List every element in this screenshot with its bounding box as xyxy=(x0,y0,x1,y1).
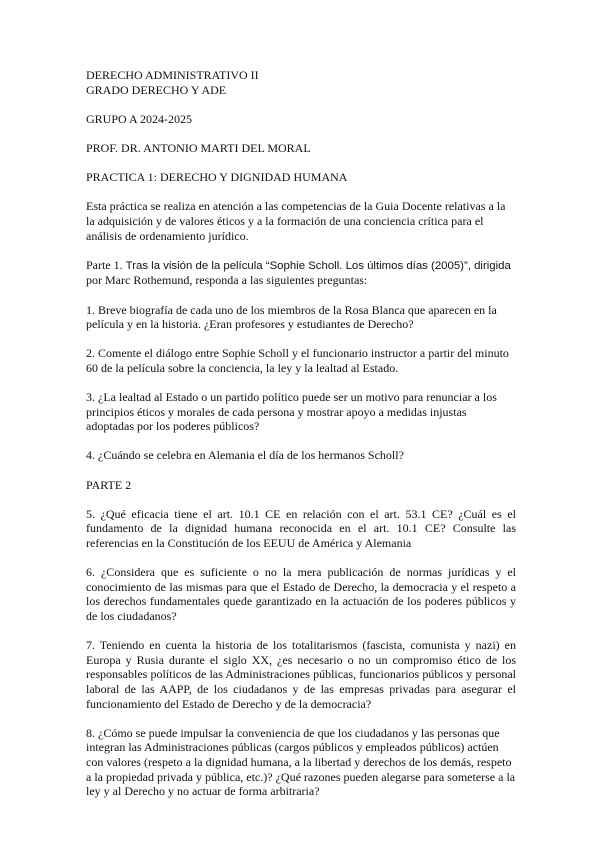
part1-label: Parte 1. xyxy=(86,257,123,272)
practice-title: PRACTICA 1: DERECHO Y DIGNIDAD HUMANA xyxy=(86,170,348,185)
question-6: 6. ¿Considera que es suficiente o no la mera publicación de normas jurídicas y el conocimiento de las mismas para que el Estado de Derecho, la democracia y el respeto a los derechos fundamentales quede garantizado en la actuación de los poderes públicos y de los ciudadanos? xyxy=(86,565,516,623)
part1-intro xyxy=(86,258,516,288)
question-3: 3. ¿La lealtad al Estado o un partido político puede ser un motivo para renunciar a los principios éticos y morales de cada persona y mostrar apoyo a medidas injustas adoptadas por los poderes públicos? xyxy=(86,390,497,434)
group-line: GRUPO A 2024-2025 xyxy=(86,111,193,126)
course-title: DERECHO ADMINISTRATIVO II xyxy=(86,68,259,82)
question-5: 5. ¿Qué eficacia tiene el art. 10.1 CE en relación con el art. 53.1 CE? ¿Cuál es el fundamento de la dignidad humana reconocida en el art. 10.1 CE? Consulte las referencias en la Constitución de los EEUU de América y Alemania xyxy=(86,506,516,550)
part1-intro-main: Tras la visión de la película “Sophie Scholl. Los últimos días (2005)”, dirigida xyxy=(125,259,511,272)
part2-heading: PARTE 2 xyxy=(86,477,132,492)
part1-intro-cont: por Marc Rothemund, responda a las siguientes preguntas: xyxy=(86,273,368,288)
professor-line: PROF. DR. ANTONIO MARTI DEL MORAL xyxy=(86,140,311,155)
document-body xyxy=(86,68,516,799)
intro-paragraph: Esta práctica se realiza en atención a las competencias de la Guia Docente relativas a la la adquisición y de valores éticos y a la formación de una conciencia crítica para el análisis de ordenamiento jurídico. xyxy=(86,199,506,243)
degree-title: GRADO DERECHO Y ADE xyxy=(86,82,227,97)
question-1: 1. Breve biografía de cada uno de los miembros de la Rosa Blanca que aparecen en la película y en la historia. ¿Eran profesores y estudiantes de Derecho? xyxy=(86,302,497,332)
question-7: 7. Teniendo en cuenta la historia de los totalitarismos (fascista, comunista y nazi) en Europa y Rusia durante el siglo XX, ¿es necesario o no un compromiso ético de los responsables políticos de las Administraciones públicas, funcionarios públicos y personal laboral de las AAPP, de los ciudadanos y de las empresas privadas para asegurar el funcionamiento del Estado de Derecho y de la democracia? xyxy=(86,638,516,711)
question-4: 4. ¿Cuándo se celebra en Alemania el día de los hermanos Scholl? xyxy=(86,448,404,463)
question-8: 8. ¿Cómo se puede impulsar la conveniencia de que los ciudadanos y las personas que integran las Administraciones públicas (cargos públicos y empleados públicos) actúen con valores (respeto a la dignidad humana, a la libertad y derechos de los demás, respeto a la propiedad privada y pública, etc.)? ¿Qué razones pueden alegarse para someterse a la ley y al Derecho y no actuar de forma arbitraria? xyxy=(86,725,516,799)
question-2: 2. Comente el diálogo entre Sophie Scholl y el funcionario instructor a partir del minuto 60 de la película sobre la conciencia, la ley y la lealtad al Estado. xyxy=(86,346,509,375)
